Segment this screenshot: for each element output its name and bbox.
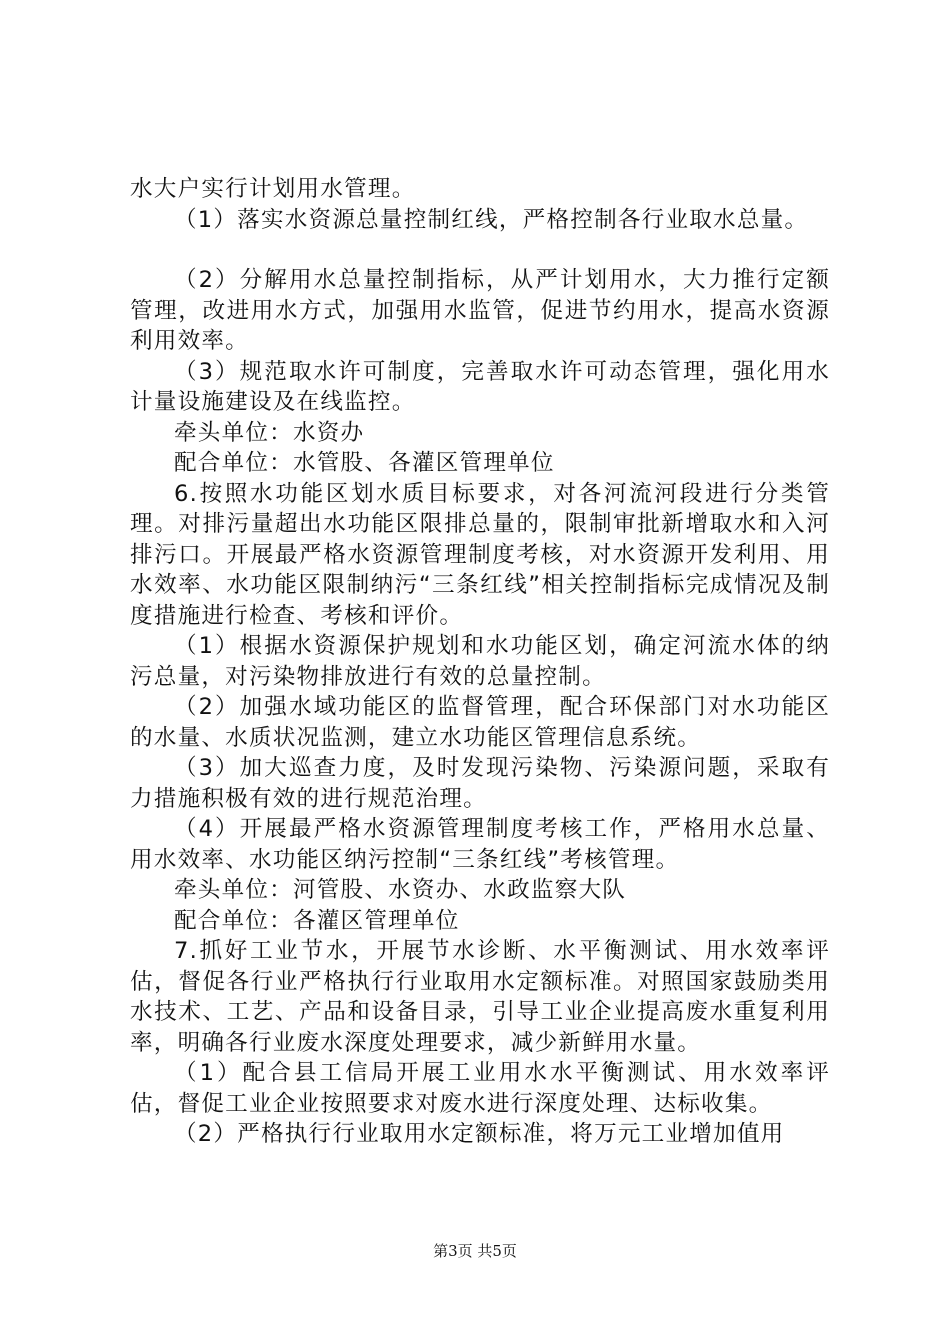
- section-6-item-4: （4）开展最严格水资源管理制度考核工作，严格用水总量、用水效率、水功能区纳污控制“三条红线”考核管理。: [130, 816, 830, 873]
- lead-unit-line: 牵头单位：水资办: [174, 419, 365, 446]
- page-number-label: 第3页 共5页: [433, 1242, 517, 1260]
- paragraph-item-2: （2）分解用水总量控制指标，从严计划用水，大力推行定额管理，改进用水方式，加强用水监管，促进节约用水，提高水资源利用效率。: [130, 267, 830, 354]
- page-footer: [0, 1240, 950, 1261]
- section-6-item-3: （3）加大巡查力度，及时发现污染物、污染源问题，采取有力措施积极有效的进行规范治理。: [130, 755, 830, 812]
- section-6-item-1: （1）根据水资源保护规划和水功能区划，确定河流水体的纳污总量，对污染物排放进行有效的总量控制。: [130, 633, 830, 690]
- document-body: [130, 174, 830, 1150]
- section-7-paragraph: 7.抓好工业节水，开展节水诊断、水平衡测试、用水效率评估，督促各行业严格执行行业取用水定额标准。对照国家鼓励类用水技术、工艺、产品和设备目录，引导工业企业提高废水重复利用率，明确各行业废水深度处理要求，减少新鲜用水量。: [130, 938, 830, 1056]
- section-6-support-unit: 配合单位：各灌区管理单位: [174, 907, 460, 934]
- paragraph-item-1: （1）落实水资源总量控制红线，严格控制各行业取水总量。: [174, 206, 809, 233]
- section-6-item-2: （2）加强水域功能区的监督管理，配合环保部门对水功能区的水量、水质状况监测，建立水功能区管理信息系统。: [130, 694, 830, 751]
- paragraph-continuation: 水大户实行计划用水管理。: [130, 176, 416, 202]
- paragraph-item-3: （3）规范取水许可制度，完善取水许可动态管理，强化用水计量设施建设及在线监控。: [130, 358, 830, 415]
- section-6-paragraph: 6.按照水功能区划水质目标要求，对各河流河段进行分类管理。对排污量超出水功能区限排总量的，限制审批新增取水和入河排污口。开展最严格水资源管理制度考核，对水资源开发利用、用水效率、水功能区限制纳污“三条红线”相关控制指标完成情况及制度措施进行检查、考核和评价。: [130, 480, 830, 629]
- section-7-item-2: （2）严格执行行业取用水定额标准，将万元工业增加值用: [174, 1121, 785, 1147]
- section-7-item-1: （1）配合县工信局开展工业用水水平衡测试、用水效率评估，督促工业企业按照要求对废水进行深度处理、达标收集。: [130, 1060, 830, 1117]
- support-unit-line: 配合单位：水管股、各灌区管理单位: [174, 450, 555, 476]
- section-6-lead-unit: 牵头单位：河管股、水资办、水政监察大队: [174, 877, 627, 903]
